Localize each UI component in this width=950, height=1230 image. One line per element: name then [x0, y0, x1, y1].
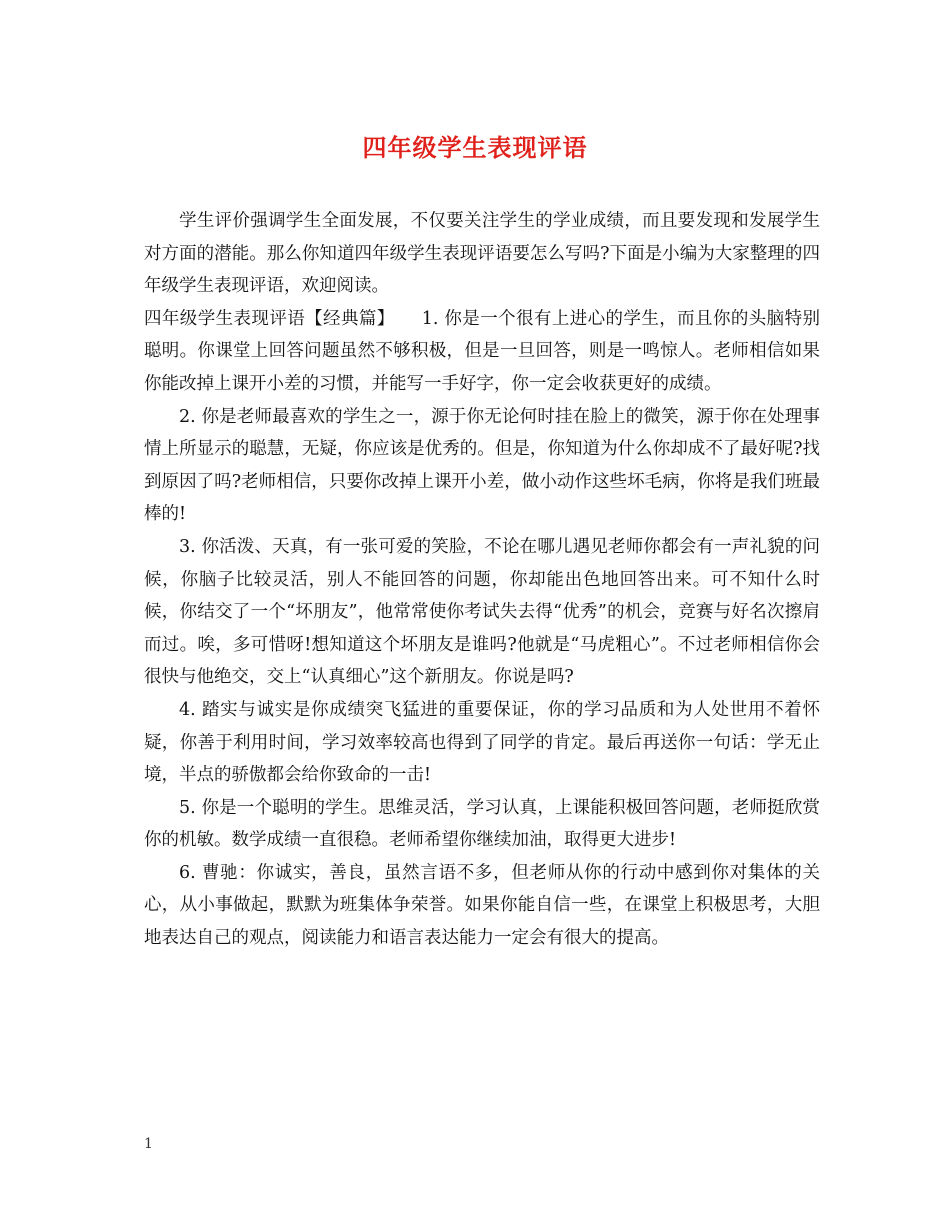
comment-paragraph-3: 3. 你活泼、天真，有一张可爱的笑脸，不论在哪儿遇见老师你都会有一声礼貌的问候，你脑子比较灵活，别人不能回答的问题，你却能出色地回答出来。可不知什么时候，你结交了一个“坏朋友”，他常常使你考试失去得“优秀”的机会，竞赛与好名次擦肩而过。唉，多可惜呀!想知道这个坏朋友是谁吗?他就是“马虎粗心”。不过老师相信你会很快与他绝交，交上“认真细心”这个新朋友。你说是吗? — [144, 536, 820, 688]
document-body — [144, 205, 820, 955]
comment-paragraph-2: 2. 你是老师最喜欢的学生之一，源于你无论何时挂在脸上的微笑，源于你在处理事情上所显示的聪慧，无疑，你应该是优秀的。但是，你知道为什么你却成不了最好呢?找到原因了吗?老师相信，只要你改掉上课开小差，做小动作这些坏毛病，你将是我们班最棒的! — [144, 406, 820, 525]
comment-paragraph-6: 6. 曹驰：你诚实，善良，虽然言语不多，但老师从你的行动中感到你对集体的关心，从小事做起，默默为班集体争荣誉。如果你能自信一些，在课堂上积极思考，大胆地表达自己的观点，阅读能力和语言表达能力一定会有很大的提高。 — [144, 862, 820, 949]
comment-paragraph-4: 4. 踏实与诚实是你成绩突飞猛进的重要保证，你的学习品质和为人处世用不着怀疑，你善于利用时间，学习效率较高也得到了同学的肯定。最后再送你一句话：学无止境，半点的骄傲都会给你致命的一击! — [144, 699, 820, 786]
intro-paragraph: 学生评价强调学生全面发展，不仅要关注学生的学业成绩，而且要发现和发展学生对方面的潜能。那么你知道四年级学生表现评语要怎么写吗?下面是小编为大家整理的四年级学生表现评语，欢迎阅读。 — [144, 211, 820, 297]
comment-paragraph-5: 5. 你是一个聪明的学生。思维灵活，学习认真，上课能积极回答问题，老师挺欣赏你的机敏。数学成绩一直很稳。老师希望你继续加油，取得更大进步! — [144, 797, 820, 851]
section-paragraph: 四年级学生表现评语【经典篇】 1. 你是一个很有上进心的学生，而且你的头脑特别聪明。你课堂上回答问题虽然不够积极，但是一旦回答，则是一鸣惊人。老师相信如果你能改掉上课开小差的习惯，并能写一手好字，你一定会收获更好的成绩。 — [144, 308, 820, 394]
page-title: 四年级学生表现评语 — [362, 134, 588, 162]
page-number: 1 — [144, 1136, 153, 1152]
